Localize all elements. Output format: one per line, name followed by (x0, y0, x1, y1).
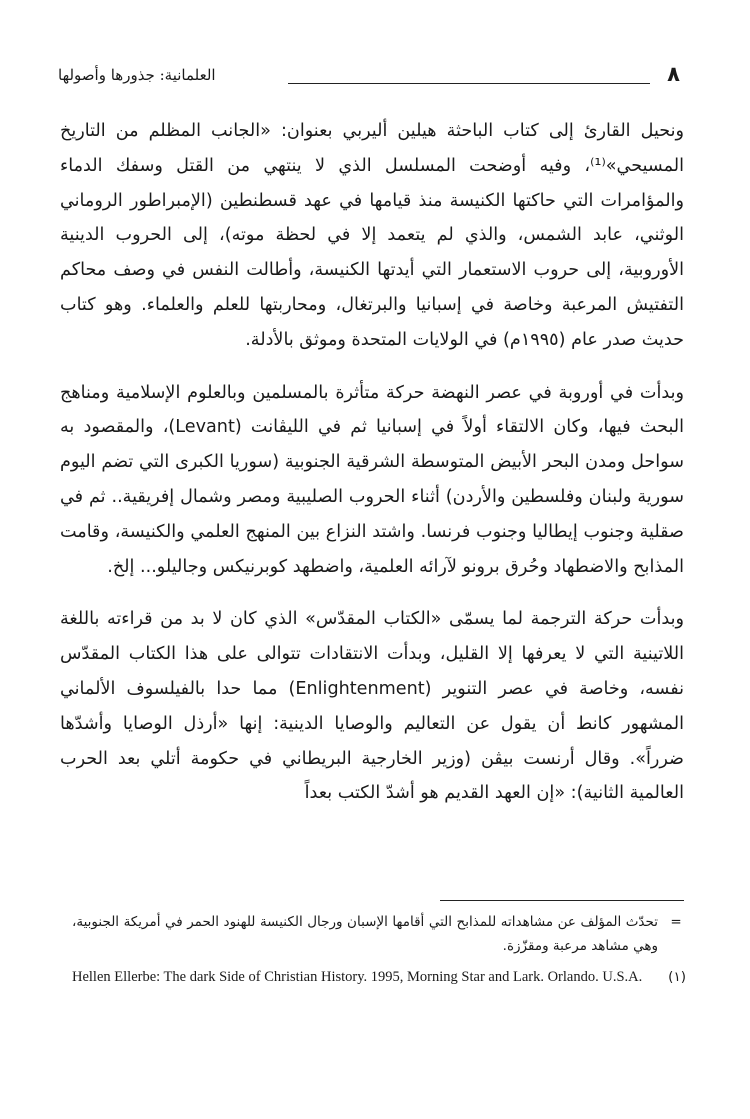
paragraph-3: وبدأت حركة الترجمة لما يسمّى «الكتاب المقدّس» الذي كان لا بد من قراءته باللغة اللاتينية التي لا يعرفها إلا القليل، وبدأت الانتقادات تتوالى على هذا الكتاب المقدّس نفسه، وخاصة في عصر التنوير (Enlightenment) مما حدا بالفيلسوف الألماني المشهور كانط أن يقول عن التعاليم والوصايا الدينية: إنها «أرذل الوصايا وأشدّها ضرراً». وقال أرنست بيڤن (وزير الخارجية البريطاني في حكومة أتلي بعد الحرب العالمية الثانية): «إن العهد القديم هو أشدّ الكتب بعداً (60, 609, 684, 804)
paragraph-2: وبدأت في أوروبة في عصر النهضة حركة متأثرة بالمسلمين وبالعلوم الإسلامية ومناهج البحث فيها، وكان الالتقاء أولاً في إسبانيا ثم في الليڤانت (Levant)، والمقصود به سواحل ومدن البحر الأبيض المتوسطة الشرقية الجنوبية (سوريا الكبرى التي تضم اليوم سورية ولبنان وفلسطين والأردن) أثناء الحروب الصليبية ومصر وشمال إفريقية.. ثم في صقلية وجنوب إيطاليا وجنوب فرنسا. واشتد النزاع بين المنهج العلمي والكنيسة، وقامت المذابح والاضطهاد وحُرق برونو لآرائه العلمية، واضطهد كوبرنيكس وجاليلو... إلخ. (60, 382, 684, 577)
page-number: ٨ (667, 62, 680, 86)
footnote-1-number: (١) (668, 969, 686, 985)
running-header (58, 60, 680, 96)
footnote-continuation (72, 910, 686, 958)
continuation-text: تحدّث المؤلف عن مشاهداته للمذابح التي أقامها الإسبان ورجال الكنيسة للهنود الحمر في أمريكة الجنوبية، وهي مشاهد مرعبة ومقزّزة. (72, 914, 658, 954)
paragraph-1: ونحيل القارئ إلى كتاب الباحثة هيلين أليربي بعنوان: «الجانب المظلم من التاريخ المسيحي»⁽¹⁾، وفيه أوضحت المسلسل الذي لا ينتهي من القتل وسفك الدماء والمؤامرات التي حاكتها الكنيسة منذ قيامها في عهد قسطنطين (الإمبراطور الروماني الوثني، عابد الشمس، والذي لم يتعمد إلا في لحظة موته)، إلى الحروب الدينية الأوروبية، إلى حروب الاستعمار التي أيدتها الكنيسة، وأطالت النفس في وصف محاكم التفتيش المرعبة وخاصة في إسبانيا والبرتغال، ومحاربتها للعلم والعلماء. وهو كتاب حديث صدر عام (١٩٩٥م) في الولايات المتحدة وموثق بالأدلة. (60, 121, 684, 350)
footnote-1-text: Hellen Ellerbe: The dark Side of Christian History. 1995, Morning Star and Lark. Orlando. U.S.A. (72, 969, 643, 985)
running-title: العلمانية: جذورها وأصولها (58, 66, 216, 84)
header-rule (288, 83, 650, 84)
footnote-separator (440, 900, 684, 901)
main-text (60, 114, 684, 811)
footnote-1 (72, 964, 686, 990)
footnotes (72, 910, 686, 990)
continuation-mark: = (670, 914, 682, 930)
